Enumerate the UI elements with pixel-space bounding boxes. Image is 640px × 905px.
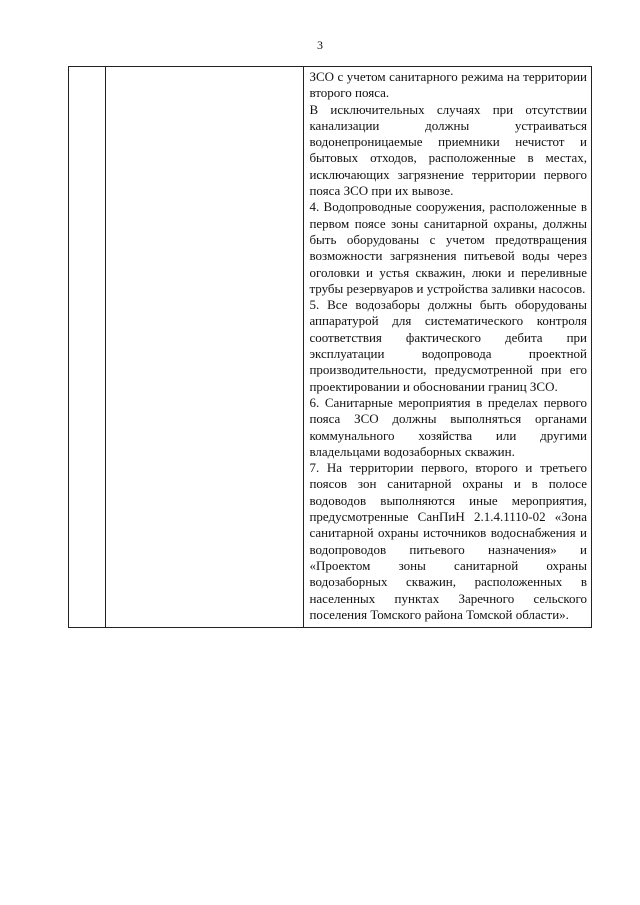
- paragraph-item-5: 5. Все водозаборы должны быть оборудованы аппаратурой для систематического контроля соответствия фактического дебита при эксплуатации водопровода проектной производительности, предусмотренной при его проектировании и обосновании границ ЗСО.: [309, 297, 587, 394]
- table-row: [69, 67, 592, 628]
- paragraph-zso-second-belt: ЗСО с учетом санитарного режима на территории второго пояса.: [309, 69, 587, 101]
- table-cell-number: [69, 67, 106, 628]
- paragraph-item-4: 4. Водопроводные сооружения, расположенные в первом поясе зоны санитарной охраны, должны быть оборудованы с учетом предотвращения возможности загрязнения питьевой воды через оголовки и устья скважин, люки и переливные трубы резервуаров и устройства заливки насосов.: [309, 199, 587, 296]
- requirements-text: [304, 67, 591, 627]
- paragraph-item-6: 6. Санитарные мероприятия в пределах первого пояса ЗСО должны выполняться органами коммунального хозяйства или другими владельцами водозаборных скважин.: [309, 394, 587, 459]
- measures-table: [68, 66, 592, 628]
- paragraph-no-sewerage: В исключительных случаях при отсутствии канализации должны устраиваться водонепроницаемые приемники нечистот и бытовых отходов, расположенные в местах, исключающих загрязнение территории первого пояса ЗСО при их вывозе.: [309, 101, 587, 199]
- paragraph-item-7: 7. На территории первого, второго и третьего поясов зон санитарной охраны и в полосе водоводов выполняются иные мероприятия, предусмотренные СанПиН 2.1.4.1110-02 «Зона санитарной охраны источников водоснабжения и водопроводов питьевого назначения» и «Проектом зоны санитарной охраны водозаборных скважин, расположенных в населенных пунктах Заречного сельского поселения Томского района Томской области».: [309, 460, 587, 622]
- table-cell-requirements: [304, 67, 592, 628]
- table-cell-name: [106, 67, 304, 628]
- page-number: 3: [317, 38, 323, 52]
